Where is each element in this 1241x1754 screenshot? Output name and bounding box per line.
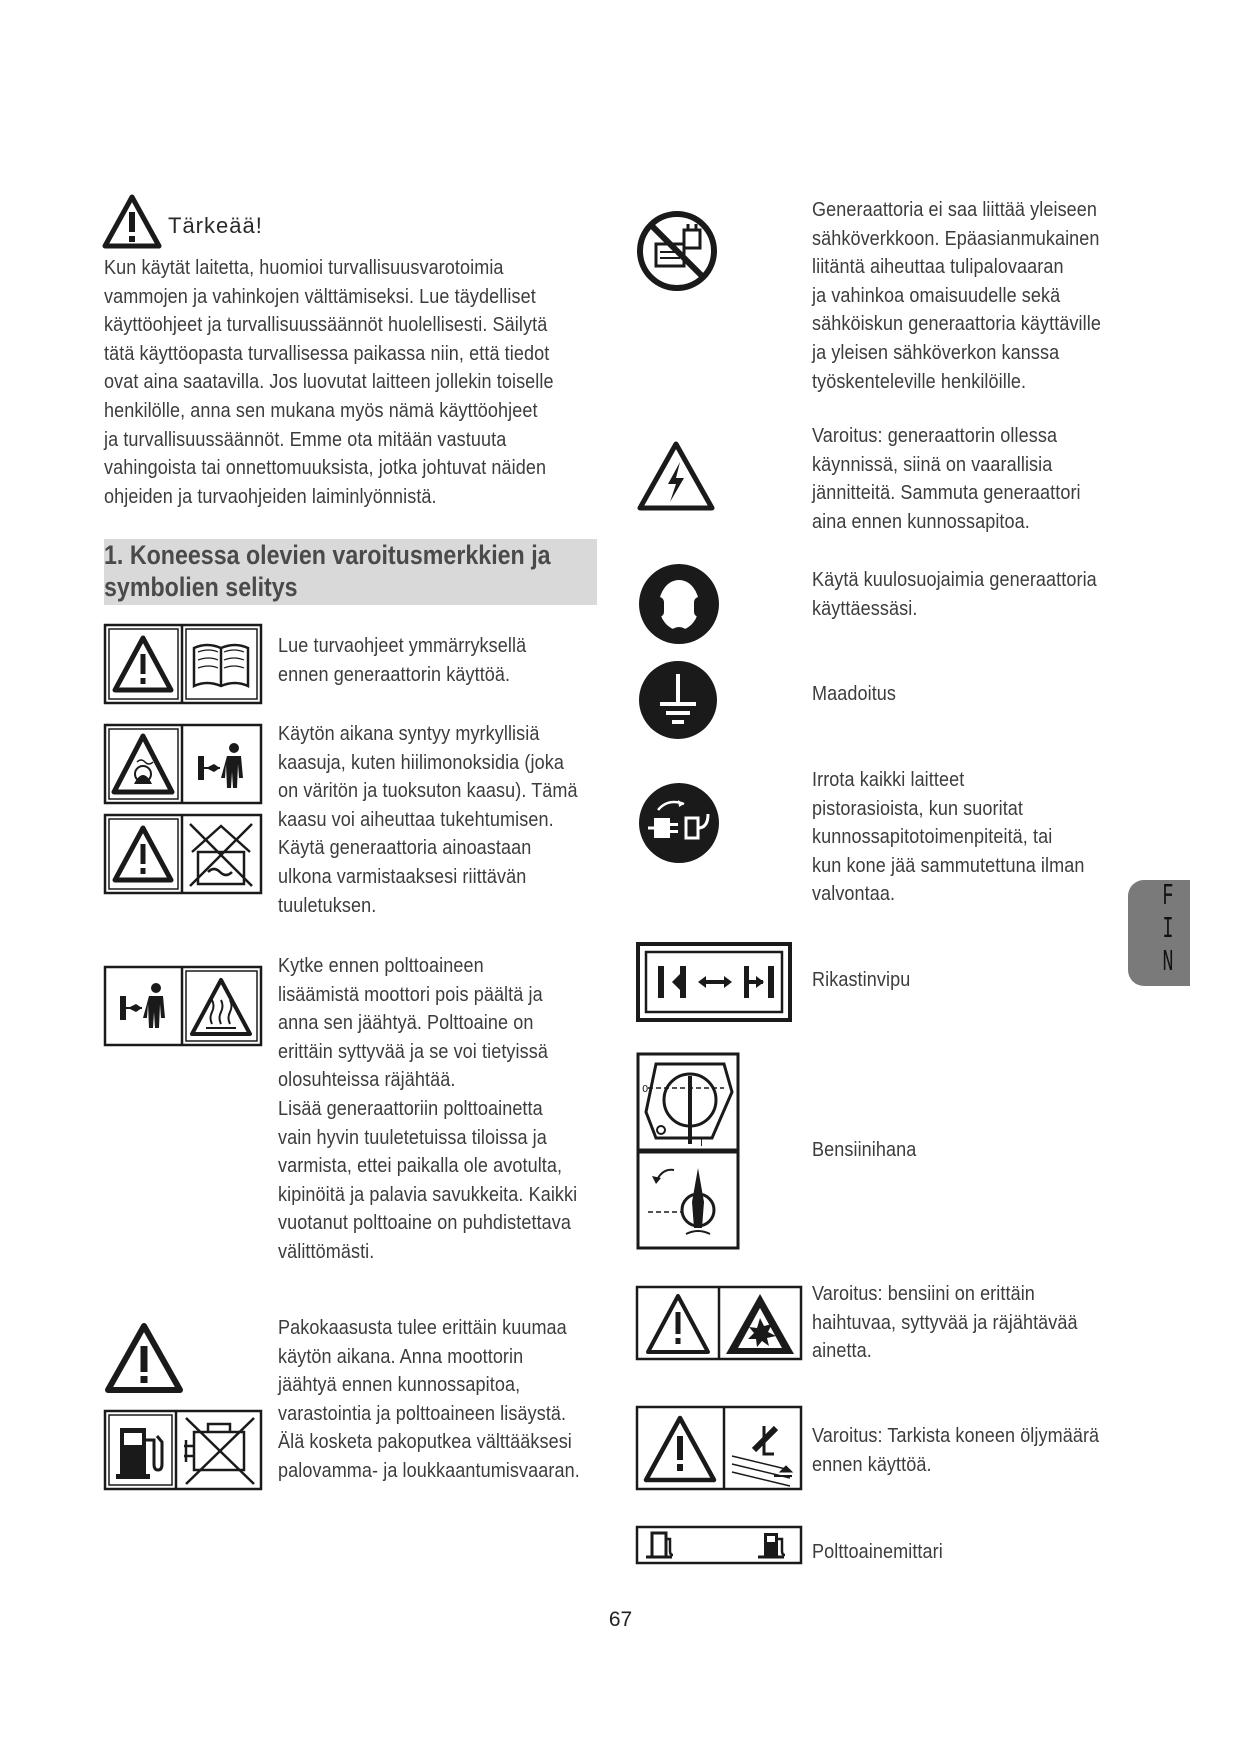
- fuel-gauge-symbol: [636, 1526, 802, 1564]
- right-item-10-text: Polttoainemittari: [812, 1540, 943, 1563]
- explosive-fuel-warning-symbol: [636, 1286, 802, 1360]
- read-manual-symbol: [104, 624, 262, 704]
- grounding-icon: [638, 660, 718, 740]
- intro-title: Tärkeää!: [168, 213, 263, 238]
- no-grid-connection-icon: [636, 210, 718, 292]
- left-item-2-text: Käytön aikana syntyy myrkyllisiä kaasuja, kuten hiilimonoksidia (joka on väritön ja tuoksuton kaasu). Tämä kaasu voi aiheuttaa tukehtumisen. Käytä generaattoria ainoastaan ulkona varmistaaksesi riittävän tuuletuksen.: [278, 722, 578, 917]
- section-heading: 1. Koneessa olevien varoitusmerkkien ja symbolien selitys: [104, 540, 551, 602]
- toxic-gas-symbol: [104, 724, 262, 804]
- high-voltage-warning-icon: [636, 440, 716, 512]
- right-item-6-text: Rikastinvipu: [812, 968, 911, 991]
- no-refuel-while-running-symbol: [104, 1410, 262, 1490]
- warning-triangle-icon: [102, 194, 162, 250]
- right-item-4-text: Maadoitus: [812, 682, 897, 705]
- refuel-engine-off-symbol: [104, 966, 262, 1046]
- hearing-protection-icon: [638, 563, 720, 645]
- page-number: 67: [608, 1608, 633, 1631]
- left-item-1-text: Lue turvaohjeet ymmärryksellä ennen generaattorin käyttöä.: [278, 634, 527, 686]
- fuel-valve-off-label: 0: [642, 1084, 649, 1095]
- language-tab-label: F I N: [1162, 879, 1174, 980]
- oil-level-check-symbol: [636, 1406, 802, 1490]
- left-item-4-text: Pakokaasusta tulee erittäin kuumaa käytön aikana. Anna moottorin jäähtyä ennen kunnossapitoa, varastointia ja polttoaineen lisäystä. Älä kosketa pakoputkea välttääksesi palovamma- ja loukkaantumisvaaran.: [278, 1316, 580, 1482]
- right-item-2-text: Varoitus: generaattorin ollessa käynnissä, siinä on vaarallisia jännitteitä. Sammuta generaattori aina ennen kunnossapitoa.: [812, 424, 1081, 533]
- fuel-valve-on-label: I: [700, 1138, 703, 1149]
- right-item-5-text: Irrota kaikki laitteet pistorasioista, kun suoritat kunnossapitotoimenpiteitä, tai kun kone jää sammutettuna ilman valvontaa.: [812, 768, 1085, 906]
- left-item-3-text: Kytke ennen polttoaineen lisäämistä moottori pois päältä ja anna sen jäähtyä. Polttoaine on erittäin syttyvää ja se voi tietyissä olosuhteissa räjähtää. Lisää generaattoriin polttoainetta vain hyvin tuuletetuissa tiloissa ja varmista, ettei paikalla ole avotulta, kipinöitä ja palavia savukkeita. Kaikki vuotanut polttoaine on puhdistettava välittömästi.: [278, 954, 578, 1263]
- right-item-3-text: Käytä kuulosuojaimia generaattoria käyttäessäsi.: [812, 568, 1097, 620]
- no-indoor-use-symbol: [104, 814, 262, 894]
- intro-body: Kun käytät laitetta, huomioi turvallisuusvarotoimia vammojen ja vahinkojen välttämiseksi. Lue täydelliset käyttöohjeet ja turvallisuussäännöt huolellisesti. Säilytä tätä käyttöopasta turvallisessa paikassa niin, että tiedot ovat aina saatavilla. Jos luovutat laitteen jollekin toiselle henkilölle, anna sen mukana myös nämä käyttöohjeet ja turvallisuussäännöt. Emme ota mitään vastuuta vahingoista tai onnettomuuksista, jotka johtuvat näiden ohjeiden ja turvaohjeiden laiminlyönnistä.: [104, 256, 554, 508]
- right-item-9-text: Varoitus: Tarkista koneen öljymäärä ennen käyttöä.: [812, 1424, 1100, 1476]
- right-item-8-text: Varoitus: bensiini on erittäin haihtuvaa, syttyvää ja räjähtävää ainetta.: [812, 1282, 1078, 1363]
- general-warning-triangle-symbol: [104, 1322, 184, 1394]
- right-item-1-text: Generaattoria ei saa liittää yleiseen sähköverkkoon. Epäasianmukainen liitäntä aiheuttaa tulipalovaaran ja vahinkoa omaisuudelle sekä sähköiskun generaattoria käyttäville ja yleisen sähköverkon kanssa työskenteleville henkilöille.: [812, 198, 1101, 393]
- choke-lever-symbol: [636, 942, 792, 1022]
- unplug-devices-icon: [638, 782, 720, 864]
- right-item-7-text: Bensiinihana: [812, 1138, 917, 1161]
- fuel-valve-symbol: [636, 1052, 740, 1250]
